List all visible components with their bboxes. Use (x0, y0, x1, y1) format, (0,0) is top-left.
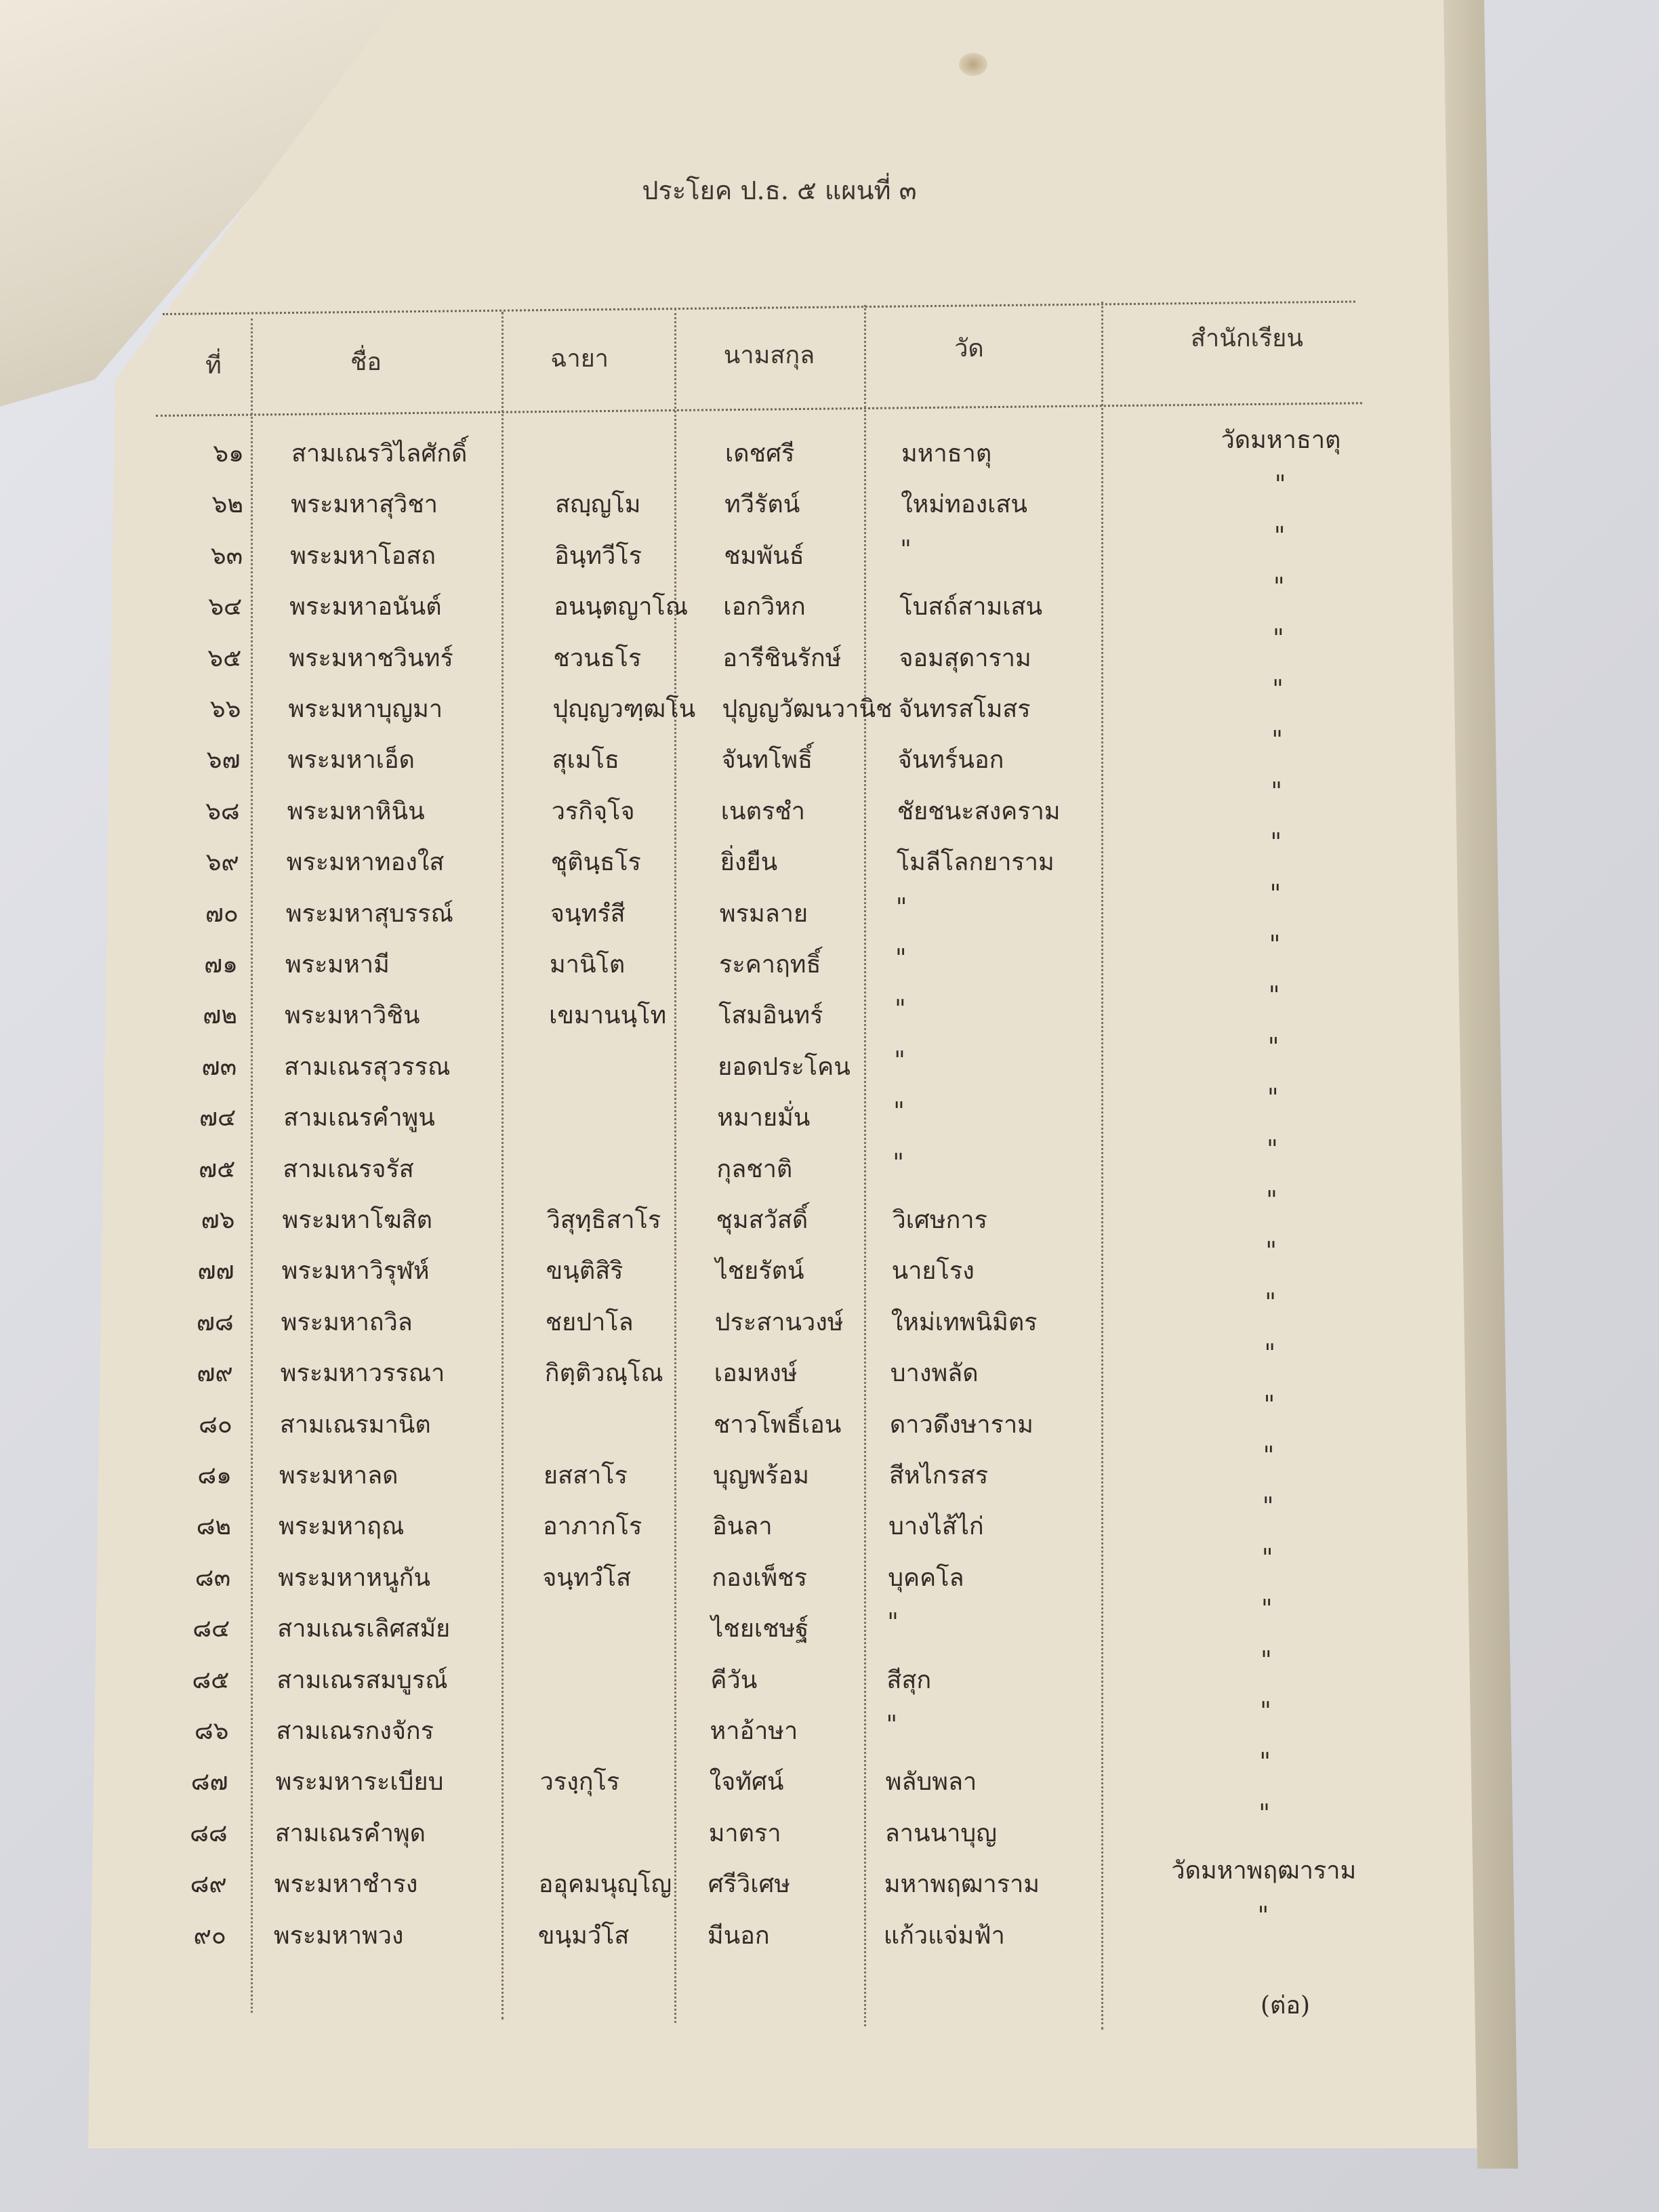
row-chaya: สญฺญโม (555, 491, 641, 519)
row-name: สามเณรคำพุด (274, 1819, 426, 1847)
table-row (0, 471, 1658, 528)
table-row (0, 982, 1652, 1039)
row-name: พระมหาถวิล (281, 1308, 413, 1336)
row-school: " (1269, 880, 1282, 908)
row-wat: ลานนาบุญ (884, 1819, 997, 1847)
row-school: " (1261, 1595, 1273, 1624)
row-school: " (1263, 1442, 1275, 1470)
row-chaya: ออุคมนุญฺโญ (538, 1870, 672, 1899)
table-row (0, 1544, 1645, 1601)
row-surname: ชุมสวัสดิ์ (716, 1206, 808, 1234)
row-name: พระมหาวิชิน (285, 1002, 420, 1030)
row-surname: ใจทัศน์ (709, 1768, 784, 1797)
row-name: พระมหาสุวิชา (291, 491, 438, 519)
row-wat: พลับพลา (885, 1768, 977, 1797)
row-name: พระมหาโอสถ (290, 541, 436, 570)
row-wat: สีสุก (886, 1666, 932, 1694)
table-row (0, 573, 1657, 630)
row-school: วัดมหาพฤฒาราม (1171, 1857, 1357, 1885)
row-number: ๘๒ (196, 1513, 232, 1541)
table-row (0, 427, 1659, 477)
row-wat: ใหม่ทองเสน (901, 491, 1027, 519)
row-school: " (1268, 982, 1280, 1010)
row-school: " (1267, 1135, 1278, 1164)
row-number: ๖๓ (210, 541, 243, 570)
row-chaya: อนนฺตญาโณ (554, 593, 689, 621)
row-name: สามเณรคำพูน (283, 1104, 435, 1132)
row-surname: ระคาฤทธิ์ (719, 951, 821, 979)
row-school: " (1261, 1544, 1273, 1572)
row-school: " (1273, 573, 1285, 602)
row-number: ๖๔ (208, 593, 243, 621)
row-surname: หาอ้าษา (710, 1717, 798, 1745)
row-name: พระมหาโฆสิต (282, 1206, 432, 1234)
row-surname: ยิ่งยืน (720, 848, 778, 877)
row-wat: โมลีโลกยาราม (896, 848, 1054, 877)
row-number: ๖๖ (209, 695, 241, 723)
row-number: ๗๙ (197, 1359, 233, 1388)
row-number: ๘๙ (190, 1870, 227, 1899)
row-name: พระมหาวิรุฬห์ (281, 1257, 430, 1286)
row-surname: พรมลาย (719, 899, 808, 928)
row-school: " (1260, 1698, 1271, 1725)
document-title: ประโยค ป.ธ. ๕ แผนที่ ๓ (642, 176, 917, 205)
row-number: ๗๒ (203, 1002, 238, 1030)
header-chaya: ฉายา (550, 345, 609, 373)
row-wat: แก้วแจ่มฟ้า (883, 1921, 1005, 1950)
row-chaya: วิสุทฺธิสาโร (546, 1206, 661, 1234)
row-surname: คีวัน (710, 1666, 758, 1694)
table-row (0, 1902, 1641, 1959)
row-chaya: จนฺทรํสี (550, 899, 626, 928)
row-number: ๙๐ (193, 1921, 226, 1950)
row-wat: โบสถ์สามเสน (899, 593, 1043, 621)
row-school: " (1271, 777, 1282, 806)
row-chaya: ยสสาโร (544, 1462, 628, 1490)
row-chaya: จนฺทวํโส (542, 1563, 632, 1592)
row-wat: ใหม่เทพนิมิตร (890, 1308, 1038, 1336)
row-wat: บางไส้ไก่ (888, 1513, 984, 1541)
table-row (0, 1748, 1643, 1805)
table-row (0, 1698, 1644, 1755)
row-number: ๗๘ (196, 1308, 234, 1336)
row-name: พระมหาฤณ (279, 1513, 405, 1541)
row-school: วัดมหาธาตุ (1221, 426, 1341, 454)
header-wat: วัด (954, 335, 984, 363)
row-school: " (1263, 1391, 1275, 1419)
row-school: " (1259, 1748, 1271, 1777)
table-row (0, 522, 1658, 579)
row-name: พระมหาเอ็ด (287, 746, 415, 775)
row-surname: ชาวโพธิ์เอน (713, 1410, 842, 1439)
table-row (0, 726, 1656, 783)
header-school: สำนักเรียน (1191, 325, 1303, 352)
row-surname: ยอดประโคน (718, 1052, 851, 1081)
row-name: สามเณรกงจักร (276, 1717, 434, 1745)
row-surname: มาตรา (708, 1819, 781, 1847)
row-number: ๖๘ (205, 797, 240, 825)
row-number: ๘๖ (194, 1717, 229, 1745)
row-chaya: สุเมโธ (552, 746, 619, 775)
row-school: " (1265, 1237, 1277, 1266)
row-number: ๖๕ (207, 644, 242, 672)
table-row (0, 1493, 1646, 1550)
row-number: ๗๑ (204, 951, 238, 979)
row-wat: สีหไกรสร (889, 1462, 989, 1490)
row-wat: จันทรสโมสร (898, 695, 1031, 723)
row-school: " (1273, 522, 1286, 550)
table-row (0, 1646, 1644, 1704)
row-wat: บุคคโล (888, 1563, 964, 1592)
row-surname: เดชศรี (725, 440, 795, 468)
row-school: " (1272, 676, 1284, 703)
table-row (0, 1858, 1642, 1908)
row-wat: จันทร์นอก (897, 746, 1004, 775)
row-name: สามเณรมานิต (279, 1410, 431, 1439)
row-chaya: เขมานนฺโท (549, 1002, 667, 1030)
row-name: พระมหาพวง (273, 1921, 404, 1950)
row-name: สามเณรสุวรรณ (284, 1052, 451, 1081)
row-chaya: ชุตินฺธโร (550, 848, 641, 877)
row-chaya: อาภากโร (543, 1513, 642, 1541)
row-number: ๖๒ (211, 491, 244, 519)
row-school: " (1261, 1646, 1272, 1675)
row-name: พระมหาสุบรรณ์ (285, 899, 453, 928)
row-chaya: ชยปาโล (545, 1308, 634, 1336)
row-wat: จอมสุดาราม (899, 644, 1031, 672)
row-school: " (1270, 829, 1282, 857)
row-surname: โสมอินทร์ (718, 1002, 823, 1030)
row-number: ๗๖ (201, 1206, 235, 1234)
row-chaya: ชวนธโร (553, 644, 642, 672)
row-name: พระมหาวรรณา (280, 1359, 445, 1388)
row-number: ๘๐ (199, 1410, 232, 1439)
row-wat: มหาพฤฒาราม (884, 1870, 1040, 1899)
row-chaya: ขนฺติสิริ (546, 1257, 623, 1286)
row-surname: ไชยเชษฐ์ (711, 1615, 809, 1643)
table-row (0, 624, 1656, 682)
row-school: " (1269, 931, 1281, 959)
row-chaya: วรกิจฺโจ (551, 797, 635, 825)
row-name: สามเณรวิไลศักดิ์ (291, 440, 468, 468)
row-number: ๘๔ (192, 1615, 230, 1643)
row-school: " (1264, 1340, 1276, 1368)
table-row (0, 829, 1654, 886)
row-wat: นายโรง (891, 1257, 975, 1286)
row-surname: เนตรชำ (720, 797, 805, 825)
table-row (0, 1391, 1647, 1448)
row-school: " (1274, 471, 1286, 499)
row-wat: " (895, 945, 907, 972)
row-number: ๗๓ (201, 1052, 237, 1081)
row-name: พระมหาชำรง (274, 1870, 418, 1899)
row-wat: " (900, 535, 912, 564)
table-row (0, 880, 1654, 937)
row-surname: หมายมั่น (717, 1104, 811, 1132)
row-school: " (1267, 1084, 1279, 1113)
row-number: ๖๙ (205, 848, 239, 877)
row-name: สามเณรสมบูรณ์ (276, 1666, 448, 1694)
row-number: ๘๓ (194, 1563, 231, 1592)
table-row (0, 1135, 1650, 1193)
row-surname: อารีชินรักษ์ (722, 644, 842, 672)
row-wat: " (894, 1046, 905, 1075)
row-school: " (1266, 1187, 1277, 1214)
table-row (0, 1237, 1650, 1294)
row-number: ๖๑ (213, 440, 244, 468)
row-name: พระมหามี (285, 951, 390, 979)
row-surname: ปุญญวัฒนวานิช (722, 695, 893, 723)
row-name: พระมหาระเบียบ (275, 1768, 444, 1797)
table-row (0, 1595, 1645, 1652)
row-name: สามเณรเลิศสมัย (277, 1615, 451, 1643)
row-wat: " (893, 1098, 905, 1126)
row-wat: " (895, 996, 906, 1024)
row-name: พระมหาชวินทร์ (289, 644, 453, 672)
table-row (0, 1187, 1650, 1244)
row-surname: กุลชาติ (716, 1155, 793, 1183)
row-name: พระมหาอนันต์ (289, 593, 442, 621)
row-wat: " (887, 1609, 899, 1637)
row-surname: มีนอก (707, 1921, 770, 1950)
row-wat: มหาธาตุ (901, 440, 992, 468)
row-number: ๘๕ (192, 1666, 230, 1694)
row-number: ๘๘ (190, 1819, 228, 1847)
row-number: ๗๔ (199, 1104, 237, 1132)
row-chaya: กิตฺติวณฺโณ (544, 1359, 663, 1388)
row-number: ๘๗ (190, 1768, 228, 1797)
row-surname: อินลา (712, 1513, 773, 1541)
row-name: พระมหาหินิน (287, 797, 425, 825)
row-wat: " (895, 893, 907, 922)
row-surname: จันทโพธิ์ (721, 746, 813, 775)
row-number: ๘๑ (197, 1462, 232, 1490)
paper-stain (959, 53, 987, 76)
row-surname: บุญพร้อม (713, 1462, 809, 1490)
row-wat: ดาวดึงษาราม (889, 1410, 1033, 1439)
table-row (0, 1084, 1651, 1141)
row-surname: เอมหงษ์ (714, 1359, 798, 1388)
row-surname: ทวีรัตน์ (724, 491, 800, 519)
row-number: ๗๗ (197, 1257, 234, 1286)
row-school: " (1267, 1033, 1279, 1061)
table-row (0, 676, 1656, 733)
row-wat: " (886, 1711, 898, 1739)
row-chaya: ปุญฺญวฑฺฒโน (552, 695, 696, 723)
row-chaya: มานิโต (550, 951, 626, 979)
table-row (0, 1288, 1649, 1346)
row-number: ๖๗ (206, 746, 241, 775)
row-chaya: วรงฺกุโร (539, 1768, 620, 1797)
row-name: พระมหาลด (279, 1462, 398, 1490)
table-row (0, 1799, 1643, 1857)
row-wat: วิเศษการ (892, 1206, 987, 1234)
table-row (0, 777, 1655, 835)
row-school: " (1262, 1493, 1274, 1521)
row-chaya: ขนฺมวํโส (537, 1921, 630, 1950)
row-wat: บางพลัด (890, 1359, 979, 1388)
table-row (0, 931, 1653, 988)
row-school: " (1265, 1288, 1276, 1317)
row-surname: กองเพ็ชร (712, 1563, 808, 1592)
header-no: ที่ (205, 352, 222, 380)
row-school: " (1257, 1902, 1269, 1930)
row-number: ๗๕ (199, 1155, 236, 1183)
row-school: " (1271, 726, 1283, 755)
row-number: ๗๐ (205, 899, 239, 928)
row-surname: ไชยรัตน์ (715, 1257, 804, 1286)
row-name: สามเณรจรัส (283, 1155, 414, 1183)
row-wat: ชัยชนะสงคราม (897, 797, 1061, 825)
row-surname: ประสานวงษ์ (714, 1308, 844, 1336)
row-chaya: อินฺทวีโร (554, 541, 642, 570)
header-surname: นามสกุล (723, 342, 815, 369)
row-surname: ชมพันธ์ (724, 541, 804, 570)
row-wat: " (893, 1149, 904, 1177)
row-name: พระมหาหนูกัน (278, 1563, 431, 1592)
header-name: ชื่อ (350, 348, 382, 376)
row-name: พระมหาทองใส (286, 848, 445, 877)
table-row (0, 1442, 1647, 1499)
row-surname: เอกวิหก (723, 593, 806, 621)
row-school: " (1273, 624, 1284, 653)
table-row (0, 1033, 1652, 1090)
row-surname: ศรีวิเศษ (708, 1870, 791, 1899)
row-school: " (1258, 1799, 1270, 1828)
row-name: พระมหาบุญมา (288, 695, 443, 723)
continued-note: (ต่อ) (1261, 1992, 1311, 2020)
table-row (0, 1340, 1648, 1397)
